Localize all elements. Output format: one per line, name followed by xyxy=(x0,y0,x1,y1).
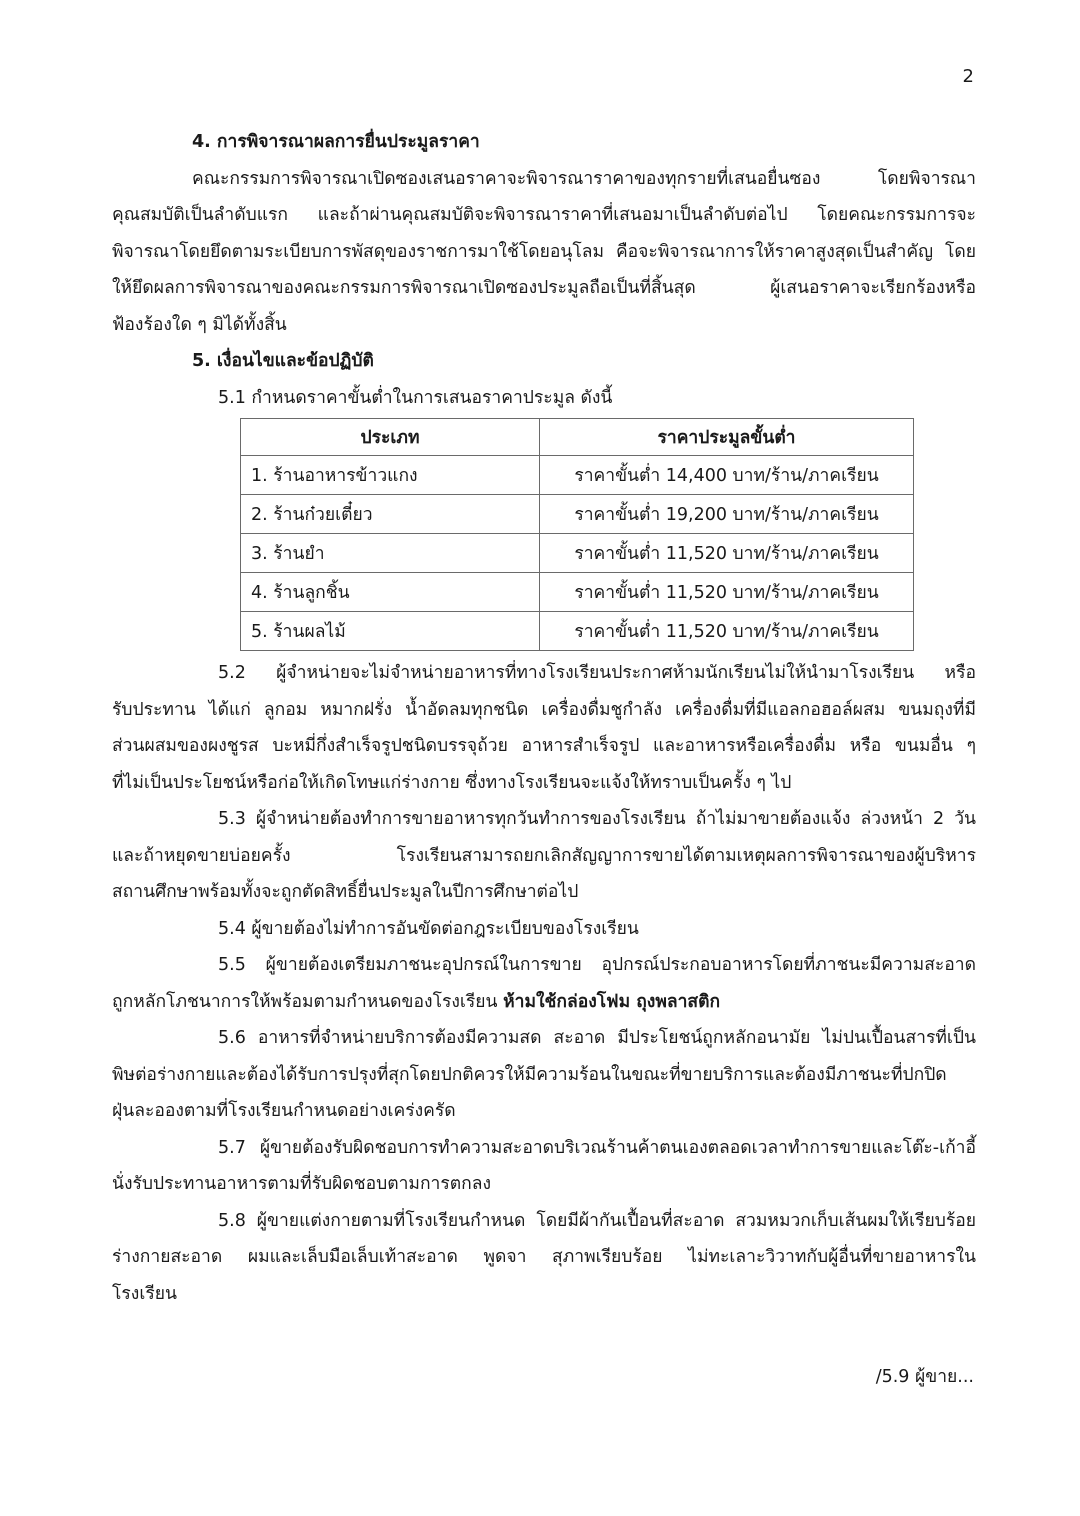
item-5-6-line: ฝุ่นละอองตามที่โรงเรียนกำหนดอย่างเคร่งครัด xyxy=(112,1101,456,1121)
page-number: 2 xyxy=(962,66,974,87)
table-cell-price: ราคาขั้นต่ำ 11,520 บาท/ร้าน/ภาคเรียน xyxy=(540,573,914,612)
section-4-line: คณะกรรมการพิจารณาเปิดซองเสนอราคาจะพิจารณาราคาของทุกรายที่เสนอยื่นซอง โดยพิจารณา xyxy=(192,168,976,189)
item-5-6-line: 5.6 อาหารที่จำหน่ายบริการต้องมีความสด สะอาด มีประโยชน์ถูกหลักอนามัย ไม่ปนเปื้อนสารที่เป็น xyxy=(218,1028,976,1048)
section-4-line: ให้ยึดผลการพิจารณาของคณะกรรมการพิจารณาเปิดซองประมูลถือเป็นที่สิ้นสุด ผู้เสนอราคาจะเรียกร้องหรือ xyxy=(112,278,976,298)
table-cell-type: 5. ร้านผลไม้ xyxy=(241,612,540,651)
table-row xyxy=(241,534,914,573)
table-cell-type: 3. ร้านยำ xyxy=(241,534,540,573)
table-cell-price: ราคาขั้นต่ำ 14,400 บาท/ร้าน/ภาคเรียน xyxy=(540,456,914,495)
section-5-heading: 5. เงื่อนไขและข้อปฏิบัติ xyxy=(192,351,374,371)
table-cell-price: ราคาขั้นต่ำ 11,520 บาท/ร้าน/ภาคเรียน xyxy=(540,534,914,573)
document-body xyxy=(112,124,976,1312)
table-cell-type: 4. ร้านลูกชิ้น xyxy=(241,573,540,612)
item-5-1: 5.1 กำหนดราคาขั้นต่ำในการเสนอราคาประมูล ดังนี้ xyxy=(218,387,613,408)
section-4-line: พิจารณาโดยยึดตามระเบียบการพัสดุของราชการมาใช้โดยอนุโลม คือจะพิจารณาการให้ราคาสูงสุดเป็นสำคัญ โดย xyxy=(112,241,976,262)
item-5-3-line: และถ้าหยุดขายบ่อยครั้ง โรงเรียนสามารถยกเลิกสัญญาการขายได้ตามเหตุผลการพิจารณาของผู้บริหาร xyxy=(112,845,976,866)
item-5-5-text: ถูกหลักโภชนาการให้พร้อมตามกำหนดของโรงเรียน xyxy=(112,991,504,1012)
table-cell-type: 1. ร้านอาหารข้าวแกง xyxy=(241,456,540,495)
table-header-row xyxy=(241,419,914,456)
table-row xyxy=(241,612,914,651)
table-cell-type: 2. ร้านก๋วยเตี๋ยว xyxy=(241,495,540,534)
item-5-6-line: พิษต่อร่างกายและต้องได้รับการปรุงที่สุกโดยปกติควรให้มีความร้อนในขณะที่ขายบริการและต้องมีภาชนะที่ปกปิด xyxy=(112,1064,947,1085)
item-5-2-line: 5.2 ผู้จำหน่ายจะไม่จำหน่ายอาหารที่ทางโรงเรียนประกาศห้ามนักเรียนไม่ให้นำมาโรงเรียน หรือ xyxy=(218,663,976,683)
item-5-8-line: โรงเรียน xyxy=(112,1283,177,1304)
table-row xyxy=(241,495,914,534)
item-5-5-line: 5.5 ผู้ขายต้องเตรียมภาชนะอุปกรณ์ในการขาย อุปกรณ์ประกอบอาหารโดยที่ภาชนะมีความสะอาด xyxy=(218,955,976,975)
item-5-8-line: 5.8 ผู้ขายแต่งกายตามที่โรงเรียนกำหนด โดยมีผ้ากันเปื้อนที่สะอาด สวมหมวกเก็บเส้นผมให้เรียบร้อย xyxy=(218,1210,976,1231)
item-5-3-line: 5.3 ผู้จำหน่ายต้องทำการขายอาหารทุกวันทำการของโรงเรียน ถ้าไม่มาขายต้องแจ้ง ล่วงหน้า 2 วัน xyxy=(218,809,976,829)
section-4-heading: 4. การพิจารณาผลการยื่นประมูลราคา xyxy=(192,132,480,152)
item-5-3-line: สถานศึกษาพร้อมทั้งจะถูกตัดสิทธิ์ยื่นประมูลในปีการศึกษาต่อไป xyxy=(112,882,579,902)
item-5-7-line: 5.7 ผู้ขายต้องรับผิดชอบการทำความสะอาดบริเวณร้านค้าตนเองตลอดเวลาทำการขายและโต๊ะ-เก้าอี้ xyxy=(218,1137,976,1158)
continuation-note: /5.9 ผู้ขาย... xyxy=(875,1367,974,1387)
table-row xyxy=(241,456,914,495)
item-5-2-line: ส่วนผสมของผงชูรส บะหมี่กึ่งสำเร็จรูปชนิดบรรจุถ้วย อาหารสำเร็จรูป และอาหารหรือเครื่องดื่ม หรือ ขนมอื่น ๆ xyxy=(112,736,976,756)
minimum-price-table xyxy=(240,418,914,651)
item-5-5-bold-warning: ห้ามใช้กล่องโฟม ถุงพลาสติก xyxy=(503,991,721,1012)
section-4-line: คุณสมบัติเป็นลำดับแรก และถ้าผ่านคุณสมบัติจะพิจารณาราคาที่เสนอมาเป็นลำดับต่อไป โดยคณะกรรมการจะ xyxy=(112,205,976,225)
table-cell-price: ราคาขั้นต่ำ 19,200 บาท/ร้าน/ภาคเรียน xyxy=(540,495,914,534)
table-row xyxy=(241,573,914,612)
table-header-type: ประเภท xyxy=(241,419,540,456)
table-header-price: ราคาประมูลขั้นต่ำ xyxy=(540,419,914,456)
item-5-2-line: ที่ไม่เป็นประโยชน์หรือก่อให้เกิดโทษแก่ร่างกาย ซึ่งทางโรงเรียนจะแจ้งให้ทราบเป็นครั้ง ๆ ไป xyxy=(112,772,792,793)
table-cell-price: ราคาขั้นต่ำ 11,520 บาท/ร้าน/ภาคเรียน xyxy=(540,612,914,651)
item-5-7-line: นั่งรับประทานอาหารตามที่รับผิดชอบตามการตกลง xyxy=(112,1174,492,1194)
section-4-line: ฟ้องร้องใด ๆ มิได้ทั้งสิ้น xyxy=(112,314,287,335)
item-5-4: 5.4 ผู้ขายต้องไม่ทำการอันขัดต่อกฎระเบียบของโรงเรียน xyxy=(218,918,639,939)
item-5-5-line xyxy=(112,984,976,1021)
item-5-2-line: รับประทาน ได้แก่ ลูกอม หมากฝรั่ง น้ำอัดลมทุกชนิด เครื่องดื่มชูกำลัง เครื่องดื่มที่มีแอลกอฮอล์ผสม ขนมถุงที่มี xyxy=(112,699,976,720)
item-5-8-line: ร่างกายสะอาด ผมและเล็บมือเล็บเท้าสะอาด พูดจา สุภาพเรียบร้อย ไม่ทะเลาะวิวาทกับผู้อื่นที่ขายอาหารใน xyxy=(112,1247,976,1267)
